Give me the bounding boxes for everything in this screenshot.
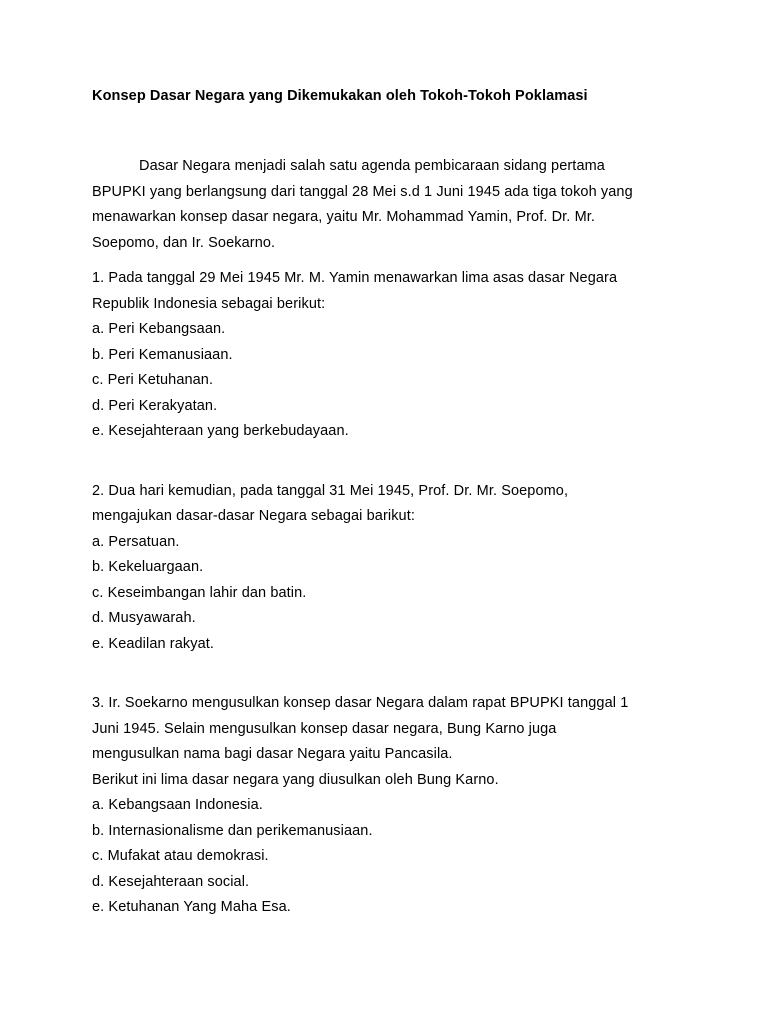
section-soepomo <box>92 479 692 658</box>
list-item: c. Keseimbangan lahir dan batin. <box>92 584 307 601</box>
section-heading-line: 3. Ir. Soekarno mengusulkan konsep dasar Negara dalam rapat BPUPKI tanggal 1 <box>92 695 629 711</box>
list-item: c. Peri Ketuhanan. <box>92 372 214 388</box>
intro-paragraph <box>92 154 692 256</box>
intro-line: BPUPKI yang berlangsung dari tanggal 28 Mei s.d 1 Juni 1945 ada tiga tokoh yang <box>92 183 633 200</box>
intro-line: menawarkan konsep dasar negara, yaitu Mr. Mohammad Yamin, Prof. Dr. Mr. <box>92 209 596 225</box>
intro-line: Soepomo, dan Ir. Soekarno. <box>92 234 276 251</box>
document-content <box>92 86 692 921</box>
intro-line: Dasar Negara menjadi salah satu agenda pembicaraan sidang pertama <box>139 158 605 174</box>
section-heading-line: mengajukan dasar-dasar Negara sebagai barikut: <box>92 508 415 524</box>
list-item: b. Internasionalisme dan perikemanusiaan. <box>92 822 373 839</box>
section-heading-line: 1. Pada tanggal 29 Mei 1945 Mr. M. Yamin menawarkan lima asas dasar Negara <box>92 270 618 286</box>
list-item: b. Peri Kemanusiaan. <box>92 346 233 363</box>
section-soekarno <box>92 691 692 921</box>
section-heading-line: Republik Indonesia sebagai berikut: <box>92 295 326 312</box>
list-item: e. Keadilan rakyat. <box>92 635 214 652</box>
list-item: a. Persatuan. <box>92 533 180 550</box>
section-heading-line: mengusulkan nama bagi dasar Negara yaitu Pancasila. <box>92 746 453 762</box>
section-heading-line: 2. Dua hari kemudian, pada tanggal 31 Mei 1945, Prof. Dr. Mr. Soepomo, <box>92 482 569 499</box>
list-item: e. Ketuhanan Yang Maha Esa. <box>92 899 291 915</box>
list-item: a. Kebangsaan Indonesia. <box>92 797 263 813</box>
list-item: c. Mufakat atau demokrasi. <box>92 848 269 864</box>
list-item: d. Musyawarah. <box>92 610 196 626</box>
list-item: d. Peri Kerakyatan. <box>92 397 218 414</box>
list-item: e. Kesejahteraan yang berkebudayaan. <box>92 423 349 439</box>
list-item: d. Kesejahteraan social. <box>92 873 250 890</box>
list-item: a. Peri Kebangsaan. <box>92 321 226 337</box>
section-yamin <box>92 266 692 445</box>
section-heading-line: Berikut ini lima dasar negara yang diusulkan oleh Bung Karno. <box>92 771 499 788</box>
document-title: Konsep Dasar Negara yang Dikemukakan oleh Tokoh-Tokoh Poklamasi <box>92 88 588 104</box>
list-item: b. Kekeluargaan. <box>92 559 204 575</box>
section-heading-line: Juni 1945. Selain mengusulkan konsep dasar negara, Bung Karno juga <box>92 720 557 737</box>
